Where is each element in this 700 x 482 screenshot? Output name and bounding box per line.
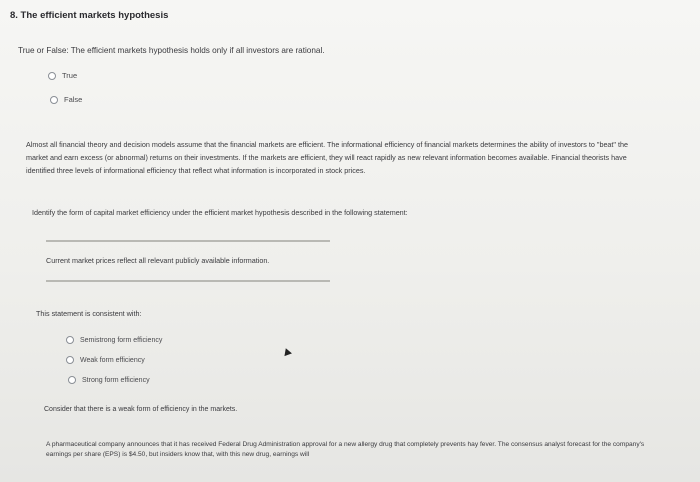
option-strong-label: Strong form efficiency [82,376,150,384]
option-weak-label: Weak form efficiency [80,356,145,364]
mouse-cursor-icon [282,347,292,356]
option-weak[interactable] [66,356,145,364]
option-true[interactable] [48,71,77,80]
scenario-text: A pharmaceutical company announces that it has received Federal Drug Administration approval for a new allergy drug that completely prevents hay fever. The consensus analyst forecast for the company's earnings per share (EPS) is $4.50, but insiders know that, with this new drug, earnings will [46,441,645,458]
option-semistrong-label: Semistrong form efficiency [80,336,163,344]
option-strong[interactable] [68,376,150,384]
radio-true[interactable] [48,72,56,80]
identify-prompt: Identify the form of capital market efficiency under the efficient market hypothesis described in the following statement: [32,208,408,217]
option-true-label: True [62,71,78,80]
consider-text: Consider that there is a weak form of efficiency in the markets. [44,406,238,413]
divider-top [46,240,330,242]
option-false[interactable] [50,95,82,104]
radio-false[interactable] [50,96,58,104]
radio-strong[interactable] [68,376,76,384]
option-semistrong[interactable] [66,336,162,344]
question-title: 8. The efficient markets hypothesis [10,10,169,21]
radio-weak[interactable] [66,356,74,364]
true-false-prompt: True or False: The efficient markets hypothesis holds only if all investors are rational. [18,46,325,55]
radio-semistrong[interactable] [66,336,74,344]
divider-bottom [46,280,330,282]
option-false-label: False [64,95,83,104]
consistent-label: This statement is consistent with: [36,309,142,318]
statement-text: Current market prices reflect all relevant publicly available information. [46,256,270,265]
efficiency-passage: Almost all financial theory and decision models assume that the financial markets are efficient. The informational efficiency of financial markets determines the ability of investors to "beat" the market and earn excess (or abnormal) returns on their investments. If the markets are efficient, they will react rapidly as new relevant information becomes available. Financial theorists have identified three levels of informational efficiency that reflect what information is incorporated in stock prices. [26,140,628,175]
